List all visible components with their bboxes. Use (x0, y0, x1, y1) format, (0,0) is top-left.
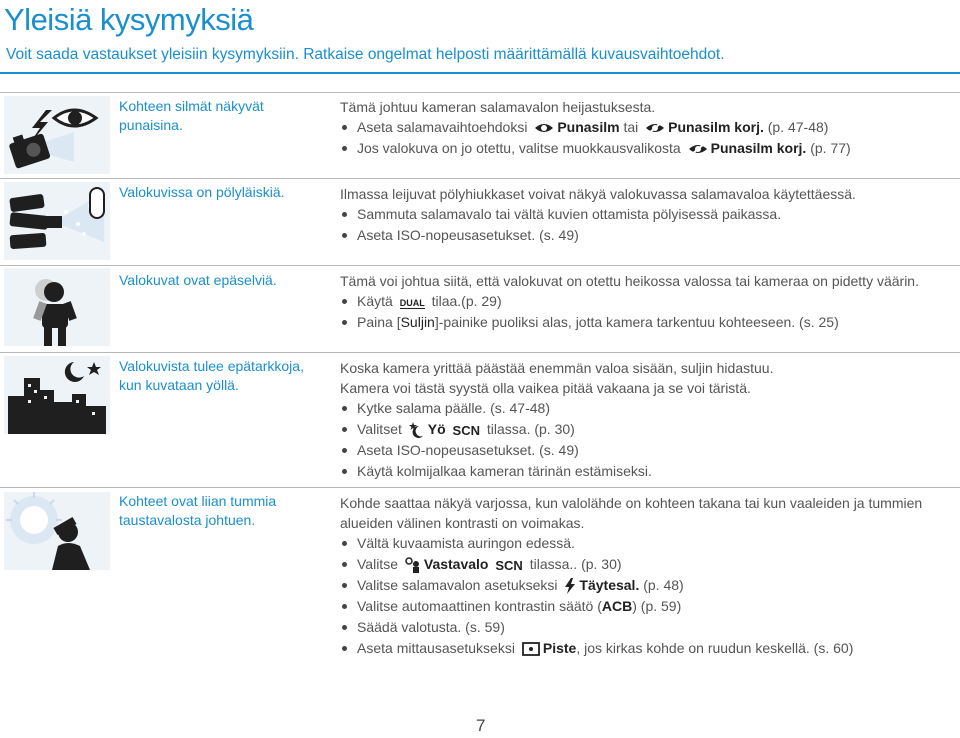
dust-illustration (4, 182, 110, 260)
answer-blurry (340, 271, 950, 333)
night-illustration (4, 356, 110, 434)
bullet: Kytke salama päälle. (s. 47-48) (340, 398, 950, 419)
spot-metering-icon (522, 642, 540, 656)
bullet: Jos valokuva on jo otettu, valitse muokkausvalikosta Punasilm korj. (p. 77) (340, 138, 950, 159)
answer-intro: Tämä voi johtua siitä, että valokuvat on otettu heikossa valossa tai kameraa on pidetty väärin. (340, 273, 919, 289)
question-blurry: Valokuvat ovat epäselviä. (119, 272, 277, 288)
answer-night (340, 358, 950, 482)
scene-mode-icon: SCN (495, 557, 523, 573)
bullet: Säädä valotusta. (s. 59) (340, 617, 950, 638)
fill-flash-icon (564, 578, 576, 594)
night-scene-icon (409, 422, 425, 438)
question-red-eyes: Kohteen silmät näkyvät punaisina. (119, 98, 264, 133)
dual-is-icon: DUAL (400, 295, 425, 309)
red-eye-icon (534, 122, 554, 134)
answer-intro: Koska kamera yrittää päästää enemmän valoa sisään, suljin hidastuu. (340, 360, 774, 376)
bullet: Aseta mittausasetukseksi Piste, jos kirkas kohde on ruudun keskellä. (s. 60) (340, 638, 950, 659)
bullet: Aseta salamavaihtoehdoksi Punasilm tai Punasilm korj. (p. 47-48) (340, 117, 950, 138)
backlight-illustration (4, 492, 110, 570)
section-divider (0, 92, 960, 93)
section-divider (0, 352, 960, 353)
question-dust: Valokuvissa on pölyläiskiä. (119, 184, 285, 200)
section-divider (0, 178, 960, 179)
blurry-illustration (4, 268, 110, 346)
answer-intro: Kohde saattaa näkyä varjossa, kun valolähde on kohteen takana tai kun vaaleiden ja tummien alueiden välinen kontrasti on voimakas. (340, 495, 923, 531)
page-number: 7 (476, 716, 486, 735)
bullet: Valitse Vastavalo SCN tilassa.. (p. 30) (340, 554, 950, 575)
question-backlight: Kohteet ovat liian tummia taustavalosta johtuen. (119, 493, 277, 528)
header-divider (0, 72, 960, 74)
red-eye-illustration (4, 96, 110, 174)
answer-intro: Ilmassa leijuvat pölyhiukkaset voivat näkyä valokuvassa salamavaloa käytettäessä. (340, 186, 856, 202)
bullet: Vältä kuvaamista auringon edessä. (340, 533, 950, 554)
bullet: Käytä kolmijalkaa kameran tärinän estämiseksi. (340, 461, 950, 482)
section-divider (0, 487, 960, 488)
answer-intro: Kamera voi tästä syystä olla vaikea pitää vakaana ja se voi täristä. (340, 380, 751, 396)
bullet: Paina [Suljin]-painike puoliksi alas, jotta kamera tarkentuu kohteeseen. (s. 25) (340, 312, 950, 333)
scene-mode-icon: SCN (452, 422, 480, 438)
section-divider (0, 265, 960, 266)
bullet: Aseta ISO-nopeusasetukset. (s. 49) (340, 440, 950, 461)
bullet: Sammuta salamavalo tai vältä kuvien ottamista pölyisessä paikassa. (340, 204, 950, 225)
red-eye-fix-icon (688, 142, 708, 156)
backlight-scene-icon (405, 557, 421, 573)
bullet: Valitse automaattinen kontrastin säätö (ACB) (p. 59) (340, 596, 950, 617)
page-subtitle: Voit saada vastaukset yleisiin kysymyksiin. Ratkaise ongelmat helposti määrittämällä kuvausvaihtoehdot. (6, 46, 725, 63)
answer-backlight (340, 493, 950, 659)
question-night: Valokuvista tulee epätarkkoja, kun kuvataan yöllä. (119, 358, 304, 393)
answer-dust (340, 184, 950, 246)
bullet: Aseta ISO-nopeusasetukset. (s. 49) (340, 225, 950, 246)
page-title: Yleisiä kysymyksiä (4, 2, 254, 37)
bullet: Valitset Yö SCN tilassa. (p. 30) (340, 419, 950, 440)
answer-red-eyes (340, 97, 950, 159)
bullet: Käytä DUAL tilaa.(p. 29) (340, 291, 950, 312)
red-eye-fix-icon (645, 121, 665, 135)
answer-intro: Tämä johtuu kameran salamavalon heijastuksesta. (340, 99, 656, 115)
bullet: Valitse salamavalon asetukseksi Täytesal. (p. 48) (340, 575, 950, 596)
